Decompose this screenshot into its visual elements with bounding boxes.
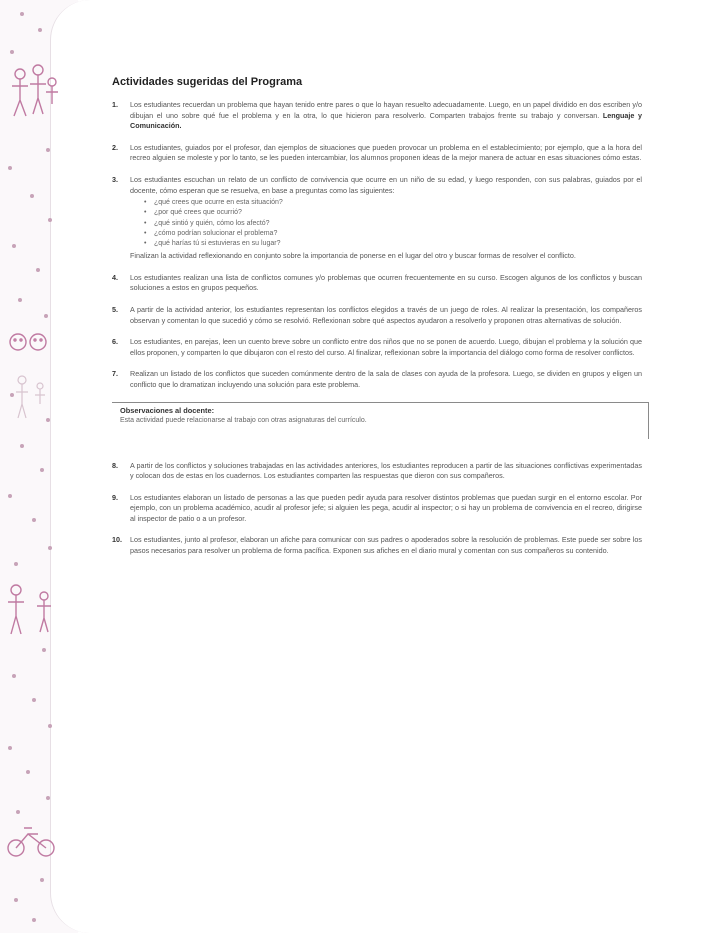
item-number: 10.	[112, 535, 122, 545]
question-item: • ¿qué sintió y quién, cómo los afectó?	[144, 219, 642, 229]
item-text: Los estudiantes recuerdan un problema que hayan tenido entre pares o que lo hayan resuelto adecuadamente. Luego, en un papel dividido en dos escriben y/o dibujan el uno sobre qué fue el problema y en la otra, lo que hicieron para resolverlo. Comparten trabajos frente su trabajo y conversan.	[130, 100, 642, 120]
item-number: 9.	[112, 492, 118, 502]
item-text: Los estudiantes escuchan un relato de un conflicto de convivencia que ocurre en un niño de su edad, y luego responden, con sus palabras, guiados por el docente, cómo esperan que se resuelva, en base a preguntas como las siguientes:	[130, 174, 642, 195]
activity-item-3	[112, 175, 642, 262]
activity-list-continued	[112, 461, 642, 557]
faces-drawing	[10, 334, 46, 350]
question-list	[144, 198, 642, 249]
teacher-observations-box	[112, 402, 649, 439]
activity-item-5	[112, 305, 642, 326]
two-children-drawing	[8, 585, 51, 634]
item-text: Los estudiantes realizan una lista de conflictos comunes y/o problemas que ocurren frecuentemente en su curso. Escogen algunos de los conflictos y buscan soluciones a estos en grupos pequeños.	[130, 272, 642, 293]
question-item: • ¿qué harías tú si estuvieras en su lugar?	[144, 239, 642, 249]
item-text: A partir de la actividad anterior, los estudiantes representan los conflictos elegidos a través de un juego de roles. Al realizar la presentación, los compañeros observan y comentan lo que sucedió y cómo se resolvió. Reflexionan sobre qué aspectos ayudaron a resolverlo y proponen otras alternativas de solución.	[130, 304, 642, 325]
subject-label: Lenguaje y Comunicación.	[130, 110, 643, 131]
section-title: Actividades sugeridas del Programa	[112, 76, 303, 88]
item-number: 1.	[112, 100, 118, 109]
activity-item-9	[112, 493, 642, 525]
margin-illustrations	[0, 0, 80, 933]
faded-figures-drawing	[16, 376, 45, 418]
item-text: Realizan un listado de los conflictos que suceden comúnmente dentro de la sala de clases con ayuda de la profesora. Luego, se dividen en grupos y eligen un conflicto que lo dramatizan incluyendo una solución para este problema.	[130, 369, 642, 389]
activity-item-7	[112, 369, 642, 390]
document-body	[112, 76, 642, 568]
question-item: • ¿qué crees que ocurre en esta situación?	[144, 198, 642, 208]
bicycle-drawing	[8, 828, 54, 856]
children-group-drawing	[12, 65, 58, 116]
activity-item-4	[112, 273, 642, 294]
item-text: Los estudiantes elaboran un listado de personas a las que pueden pedir ayuda para resolver distintos problemas que puedan surgir en el entorno escolar. Por ejemplo, con un problema académico, acudir al profesor jefe; si alguien les pega, acudir al inspector; o si hay un problema de convivencia en el recreo, dirigirse al inspector de patio o a un profesor.	[130, 492, 642, 523]
activity-item-10	[112, 535, 642, 556]
item-closing-text: Finalizan la actividad reflexionando en conjunto sobre la importancia de ponerse en el lugar del otro y buscar formas de resolver el conflicto.	[130, 251, 576, 261]
activity-item-6	[112, 337, 642, 358]
activity-list	[112, 100, 642, 391]
item-number: 3.	[112, 174, 118, 184]
item-text: A partir de los conflictos y soluciones trabajadas en las actividades anteriores, los estudiantes reproducen a partir de las situaciones conflictivas experimentadas y colocan dos de estas en los cuadernos. Los estudiantes comparten las respuestas que dieron con sus compañeros.	[130, 460, 642, 481]
activity-item-1	[112, 100, 642, 132]
activity-item-8	[112, 461, 642, 482]
item-text: Los estudiantes, guiados por el profesor, dan ejemplos de situaciones que pueden provocar un problema en el establecimiento; por ejemplo, que a la hora del recreo alguien se moleste y por lo tanto, se les pueden intercambiar, los alumnos proponen ideas de la mejor manera de actuar en esas situaciones cómo estas.	[130, 142, 642, 163]
activity-item-2	[112, 143, 642, 164]
question-item: • ¿por qué crees que ocurrió?	[144, 208, 642, 218]
dots-pattern	[8, 12, 52, 922]
item-text: Los estudiantes, junto al profesor, elaboran un afiche para comunicar con sus padres o apoderados sobre la resolución de problemas. Este puede ser sobre los pasos necesarios para resolver un problema de forma pacífica. Exponen sus afiches en el diario mural y comentan con sus compañeros su contenido.	[130, 535, 642, 556]
item-text: Los estudiantes, en parejas, leen un cuento breve sobre un conflicto entre dos niños que no se ponen de acuerdo. Luego, dibujan el problema y la solución que ellos proponen, y comparten lo que dibujaron con el resto del curso. Al finalizar, reflexionan sobre la importancia del diálogo como forma de resolver conflictos.	[130, 337, 642, 357]
observations-title: Observaciones al docente:	[120, 405, 215, 415]
item-number: 6.	[112, 337, 118, 347]
item-number: 4.	[112, 272, 118, 282]
item-number: 8.	[112, 460, 118, 470]
question-item: • ¿cómo podrían solucionar el problema?	[144, 229, 642, 239]
item-number: 7.	[112, 369, 118, 379]
observations-text: Esta actividad puede relacionarse al trabajo con otras asignaturas del currículo.	[120, 416, 367, 424]
item-number: 2.	[112, 142, 118, 152]
item-number: 5.	[112, 304, 118, 314]
